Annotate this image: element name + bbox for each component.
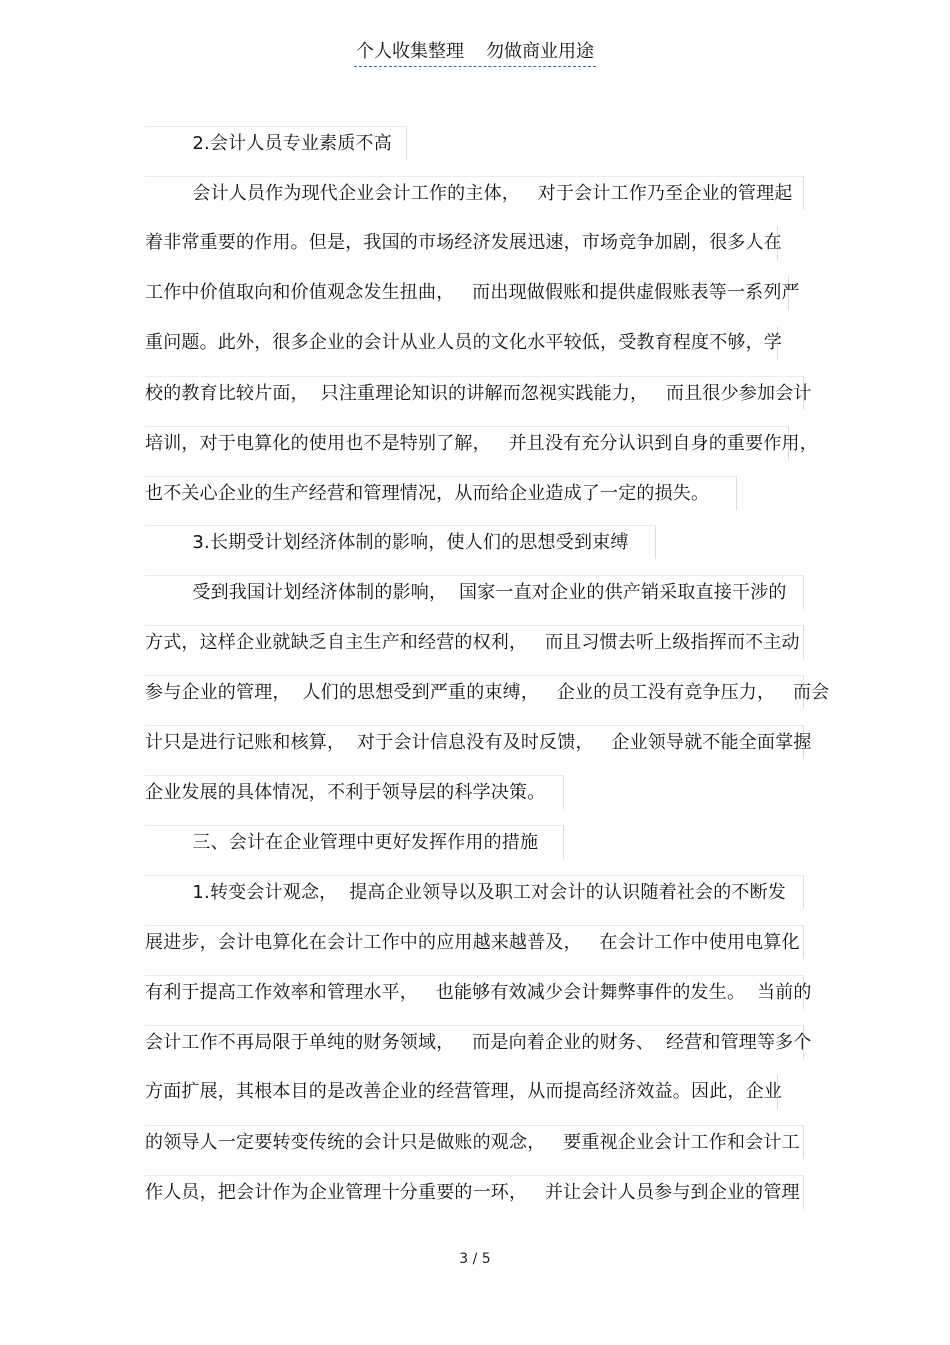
page-number: 3 / 5 — [459, 1251, 491, 1267]
text-line: 1.转变会计观念， 提高企业领导以及职工对会计的认识随着社会的不断发 — [145, 875, 804, 909]
text-line: 重问题。此外，很多企业的会计从业人员的文化水平较低，受教育程度不够，学 — [145, 326, 778, 360]
text-line: 工作中价值取向和价值观念发生扭曲， 而出现做假账和提供虚假账表等一系列严 — [145, 276, 789, 310]
text-line: 计只是进行记账和核算， 对于会计信息没有及时反馈， 企业领导就不能全面掌握 — [145, 725, 804, 759]
text-line: 培训，对于电算化的使用也不是特别了解， 并且没有充分认识到自身的重要作用， — [145, 426, 789, 460]
text-line: 会计人员作为现代企业会计工作的主体， 对于会计工作乃至企业的管理起 — [145, 176, 804, 210]
text-line: 会计工作不再局限于单纯的财务领域， 而是向着企业的财务、 经营和管理等多个 — [145, 1025, 804, 1059]
text-line: 作人员，把会计作为企业管理十分重要的一环， 并让会计人员参与到企业的管理 — [145, 1175, 804, 1209]
header-left-text: 个人收集整理 — [356, 41, 464, 62]
text-line: 3.长期受计划经济体制的影响，使人们的思想受到束缚 — [145, 525, 656, 559]
text-line: 的领导人一定要转变传统的会计只是做账的观念， 要重视企业会计工作和会计工 — [145, 1125, 804, 1159]
header-right-text: 勿做商业用途 — [486, 41, 594, 62]
text-line: 参与企业的管理， 人们的思想受到严重的束缚， 企业的员工没有竞争压力， 而会 — [145, 675, 804, 709]
text-line: 方式，这样企业就缺乏自主生产和经营的权利， 而且习惯去听上级指挥而不主动 — [145, 625, 804, 659]
text-line: 着非常重要的作用。但是，我国的市场经济发展迅速，市场竞争加剧，很多人在 — [145, 226, 778, 260]
text-line: 方面扩展，其根本目的是改善企业的经营管理，从而提高经济效益。因此，企业 — [145, 1075, 778, 1109]
text-line: 受到我国计划经济体制的影响， 国家一直对企业的供产销采取直接干涉的 — [145, 575, 804, 609]
text-line: 企业发展的具体情况，不利于领导层的科学决策。 — [145, 775, 564, 809]
text-line: 展进步，会计电算化在会计工作中的应用越来越普及， 在会计工作中使用电算化 — [145, 925, 804, 959]
text-line: 有利于提高工作效率和管理水平， 也能够有效减少会计舞弊事件的发生。 当前的 — [145, 975, 804, 1009]
text-line: 也不关心企业的生产经营和管理情况，从而给企业造成了一定的损失。 — [145, 476, 737, 510]
text-line: 2.会计人员专业素质不高 — [145, 126, 407, 160]
text-line: 校的教育比较片面， 只注重理论知识的讲解而忽视实践能力， 而且很少参加会计 — [145, 376, 804, 410]
text-line: 三、会计在企业管理中更好发挥作用的措施 — [145, 825, 564, 859]
